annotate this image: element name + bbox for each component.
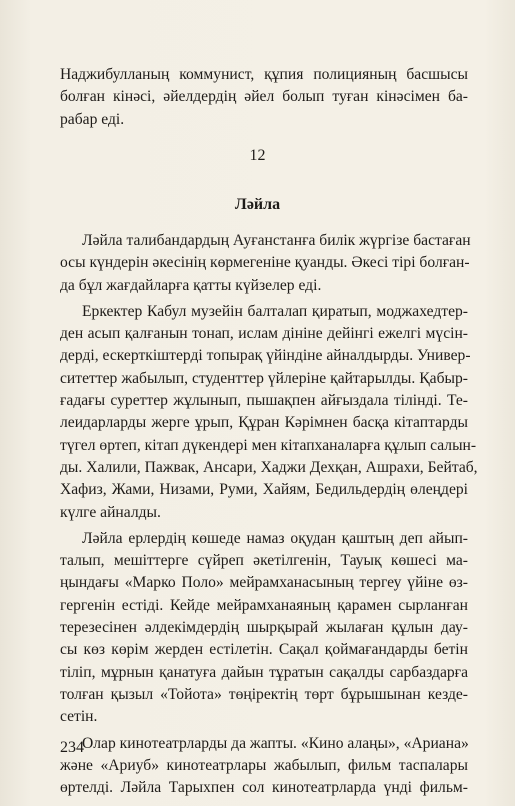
text-line: ден асып қалғанын тонап, ислам дініне дейінгі ежелгі мүсін- [60, 325, 468, 343]
text-line: ңындағы «Марко Поло» мейрамханасының тергеу үйіне өз- [60, 574, 468, 592]
paragraph [60, 528, 468, 729]
text-line: өртелді. Ләйла Тарыхпен сол кинотеатрларда үнді фильм- [60, 779, 468, 797]
text-line: дерді, ескерткіштерді топырақ үйіндіне айналдырды. Универ- [60, 347, 471, 365]
text-line: Наджибулланың коммунист, құпия полицияның басшысы [60, 66, 468, 83]
chapter-title: Ләйла [234, 196, 281, 213]
chapter-number: 12 [249, 147, 266, 164]
paragraph [60, 733, 468, 800]
paragraph [60, 230, 471, 297]
text-line: болған кінәсі, әйелдердің әйел болып туған кінәсімен ба- [60, 88, 468, 106]
text-line: және «Ариуб» кинотеатрлары жабылып, фильм таспалары [60, 756, 468, 774]
text-line: толған қызыл «Тойота» төңіректің төрт бұрышынан кезде- [60, 685, 468, 703]
text-line: күлге айналды. [60, 503, 161, 521]
text-line: ды. Халили, Пажвак, Ансари, Хаджи Дехқан, Ашрахи, Бейтаб, [60, 458, 478, 476]
page-number: 234 [60, 739, 84, 756]
text-line: рабар еді. [60, 110, 125, 128]
text-line: ғадағы суреттер жұлынып, пышақпен айғыздала тілінді. Те- [60, 392, 468, 410]
text-line: Ләйла ерлердің көшеде намаз оқудан қаштың деп айып- [82, 529, 468, 547]
text-line: талып, мешіттерге сүйреп әкетілгенін, Тауық көшесі ма- [60, 552, 468, 570]
paragraph [60, 301, 478, 524]
text-line: Хафиз, Жами, Низами, Руми, Хайям, Бедильдердің өлеңдері [60, 481, 468, 499]
text-line: Олар кинотеатрларды да жапты. «Кино алаңы», «Ариана» [82, 734, 469, 752]
text-line: да бұл жағдайларға қатты күйзелер еді. [60, 276, 322, 294]
text-line: сетін. [60, 708, 98, 726]
text-line: гергенін естіді. Кейде мейрамханаяның қарамен сырланған [60, 596, 468, 614]
text-line: терезесінен әлдекімдердің шырқырай жылаған құлын дау- [60, 619, 468, 637]
text-line: сы көз көрім жерден естілетін. Сақал қоймағандарды бетін [60, 641, 468, 659]
chapter-body [60, 230, 478, 799]
intro-paragraph [60, 64, 468, 131]
text-line: Ләйла талибандардың Ауғанстанға билік жүргізе бастаған [82, 232, 471, 249]
text-line: леидарларды жерге ұрып, Құран Кәрімнен басқа кітаптарды [60, 414, 468, 432]
text-line: осы күндерін әкесінің көрмегеніне қуанды. Әкесі тірі болған- [60, 254, 470, 272]
text-line: Еркектер Кабул музейін балталап қиратып, моджахедтер- [82, 302, 468, 320]
text-line: ситеттер жабылып, студенттер үйлеріне қайтарылды. Қабыр- [60, 369, 468, 387]
text-line: түгел өртеп, кітап дүкендері мен кітапханаларға құлып салын- [60, 436, 477, 454]
text-line: тіліп, мұрнын қанатуға дайын тұратын сақалды сарбаздарға [60, 663, 468, 681]
